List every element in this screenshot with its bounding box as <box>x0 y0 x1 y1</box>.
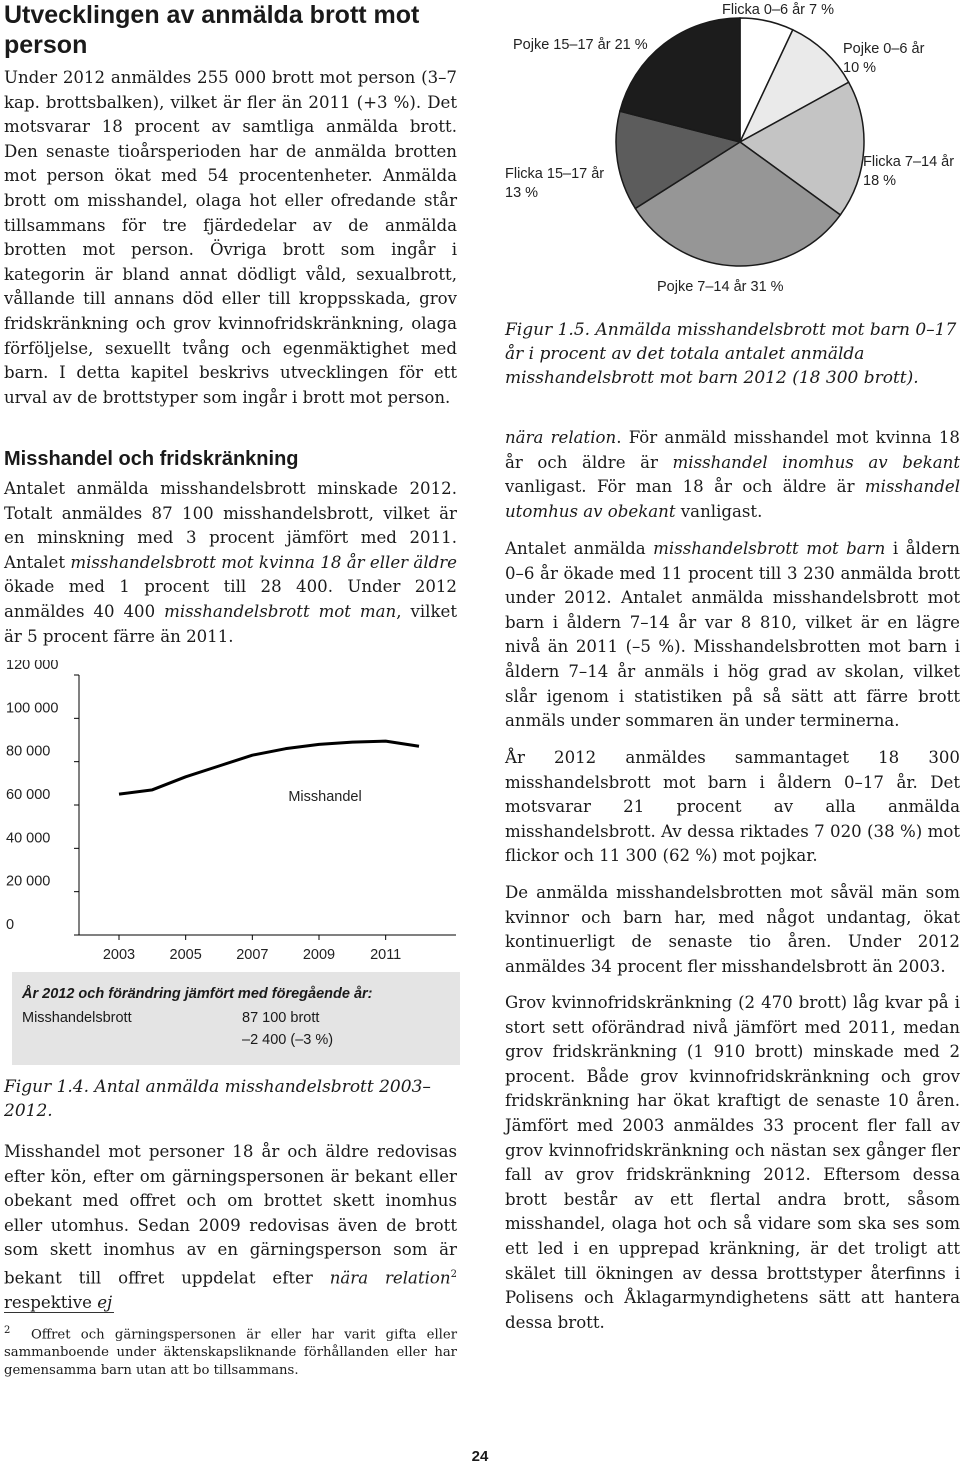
text-run: Antalet anmälda <box>505 539 654 558</box>
page-number: 24 <box>471 1448 489 1465</box>
x-tick-label: 2005 <box>169 947 202 963</box>
text-run: , vilket är 5 procent färre än 2011. <box>4 601 457 646</box>
infobox-change: –2 400 (–3 %) <box>242 1032 334 1048</box>
text-run: . För anmäld misshandel mot kvinna 18 år och äldre är <box>505 428 960 472</box>
intro-paragraph: Under 2012 anmäldes 255 000 brott mot person (3–7 kap. brottsbalken), vilket är fler än 2011 (+3 %). Det motsvarar 18 procent av samtliga anmälda brott. Den senaste tioårsperioden har de anmälda brotten mot person ökat med 54 procentenheter. Anmälda brott om misshandel, olaga hot eller ofredande står tillsammans för tre fjärdedelar av de anmälda brotten mot person. Övriga brott som ingår i kategorin är bland annat dödligt våld, sexualbrott, vållande till annans död eller till kroppsskada, grov fridskränkning och grov kvinnofridskränkning, olaga förföljelse, sexuellt tvång och egenmäktighet med barn. I detta kapitel beskrivs utvecklingen för ett urval av de brottstyper som ingår i brott mot person. <box>4 68 457 407</box>
footnote-ref: 2 <box>450 1268 457 1280</box>
right-paragraph-2 <box>505 537 960 734</box>
section-heading: Misshandel och fridskränkning <box>4 448 299 470</box>
after-figure-paragraph <box>4 1140 457 1316</box>
children-pie-chart <box>505 0 960 305</box>
pie-slice-label: Flicka 15–17 år <box>505 166 605 182</box>
y-tick-label: 120 000 <box>6 660 59 673</box>
infobox-value: 87 100 brott <box>242 1010 320 1026</box>
series-label: Misshandel <box>288 789 362 805</box>
right-paragraph-4: De anmälda misshandelsbrotten mot såväl män som kvinnor och barn har, med något undantag, ökat kontinuerligt de senaste tio åren. Under 2012 anmäldes 34 procent fler misshandelsbrott än 2003. <box>505 883 960 976</box>
page-title: Utvecklingen av anmälda brott mot person <box>4 1 420 59</box>
text-run: Antalet anmälda misshandelsbrott minskade 2012. Totalt anmäldes 87 100 misshandelsbrott, vilket är en minskning med 3 procent jämfört med 2011. Antalet <box>4 479 457 572</box>
y-tick-label: 20 000 <box>6 873 51 890</box>
y-tick-label: 80 000 <box>6 743 51 760</box>
x-tick-label: 2007 <box>236 947 269 963</box>
italic-run: ej <box>97 1293 113 1313</box>
italic-run: misshandel inomhus av bekant <box>672 452 960 472</box>
right-paragraph-5: Grov kvinnofridskränkning (2 470 brott) låg kvar på i stort sett oförändrad nivå jämfört med 2011, medan grov fridskränkning (1 910 brott) minskade med 2 procent. Både grov kvinnofridskränkning och grov fridskränkning har ökat kraftigt de senaste 10 åren. Jämfört med 2003 anmäldes 33 procent fler fall av grov kvinnofridskränkning och nästan sex gånger fler fall av grov fridskränkning 2012. Eftersom dessa brott består av ett flertal andra brott, såsom misshandel, olaga hot och så vidare som ska ses som ett led i en upprepad kränkning, är det troligt att skälet till ökningen av dessa brottstyper återfinns i Polisens och Åklagarmyndighetens sätt att hantera dessa brott. <box>505 993 960 1332</box>
pie-slice-label: Flicka 0–6 år 7 % <box>722 2 835 18</box>
footnote-number: 2 <box>4 1325 11 1336</box>
y-tick-label: 60 000 <box>6 787 51 803</box>
text-run: i åldern 0–6 år ökade med 11 procent till 3 230 anmälda brott under 2012. Antalet anmälda misshandelsbrott mot barn i åldern 7–14 år var 8 810, vilket är en lägre nivå än 2011 (–5 %). Misshandelsbrotten mot barn i åldern 7–14 år anmäls i hög grad av skolan, vilket slår igenom i statistiken på så sätt att färre brott anmäls under sommaren än under terminerna. <box>505 539 960 731</box>
misshandel-paragraph <box>4 477 457 649</box>
misshandel-line-chart <box>4 660 460 970</box>
italic-run: misshandel utomhus av obekant <box>505 477 960 521</box>
text-run: respektive <box>4 1293 98 1313</box>
text-run: vanligast. För man 18 år och äldre är <box>505 477 865 497</box>
pie-slice-label: 10 % <box>843 60 877 76</box>
right-paragraph-1 <box>505 426 960 524</box>
pie-slice-label: Pojke 7–14 år 31 % <box>657 279 784 295</box>
footnote-text: Offret och gärningspersonen är eller har varit gifta eller sammanboende under äktenskapsliknande förhållanden eller har gemensamma barn utan att bo tillsammans. <box>4 1327 457 1379</box>
y-tick-label: 0 <box>6 917 15 933</box>
text-run: ökade med 1 procent till 28 400. Under 2012 anmäldes 40 400 <box>4 577 457 621</box>
right-paragraph-3: År 2012 anmäldes sammantaget 18 300 misshandelsbrott mot barn i åldern 0–17 år. Det motsvarar 21 procent av alla anmälda misshandelsbrott. Av dessa riktades 7 020 (38 %) mot flickor och 11 300 (62 %) mot pojkar. <box>505 748 960 866</box>
pie-slice-label: 13 % <box>505 185 539 201</box>
x-tick-label: 2003 <box>102 947 136 963</box>
infobox-label: Misshandelsbrott <box>22 1010 132 1026</box>
figure-1-5-caption: Figur 1.5. Anmälda misshandelsbrott mot barn 0–17 år i procent av det totala antalet anmälda misshandelsbrott mot barn 2012 (18 300 brott). <box>505 320 957 388</box>
italic-run: misshandelsbrott mot barn <box>653 539 886 558</box>
italic-run: misshandelsbrott mot kvinna 18 år eller äldre <box>70 552 457 572</box>
footnote <box>4 1322 457 1380</box>
italic-run: nära relation <box>505 428 617 447</box>
pie-slice-label: Pojke 15–17 år 21 % <box>513 37 648 53</box>
pie-slice-label: 18 % <box>863 173 897 189</box>
pie-slice-label: Pojke 0–6 år <box>843 41 925 57</box>
x-tick-label: 2011 <box>370 947 402 963</box>
y-tick-label: 40 000 <box>6 830 51 847</box>
italic-run: nära relation <box>329 1268 451 1288</box>
text-run: vanligast. <box>675 501 763 521</box>
misshandel-series-line <box>119 741 419 794</box>
figure-1-4-caption: Figur 1.4. Antal anmälda misshandelsbrott 2003–2012. <box>4 1077 431 1121</box>
footnote-rule <box>4 1312 114 1313</box>
summary-infobox <box>12 972 460 1065</box>
infobox-title: År 2012 och förändring jämfört med föregående år: <box>22 986 373 1002</box>
y-tick-label: 100 000 <box>6 700 59 717</box>
text-run: Misshandel mot personer 18 år och äldre redovisas efter kön, efter om gärningspersonen är bekant eller obekant med offret och om brottet skett inomhus eller utomhus. Sedan 2009 redovisas även de brott som skett inomhus av en gärningsperson som är bekant till offret uppdelat efter <box>4 1142 457 1288</box>
pie-slice-label: Flicka 7–14 år <box>863 154 955 170</box>
x-tick-label: 2009 <box>302 947 336 963</box>
italic-run: misshandelsbrott mot man <box>164 601 397 621</box>
